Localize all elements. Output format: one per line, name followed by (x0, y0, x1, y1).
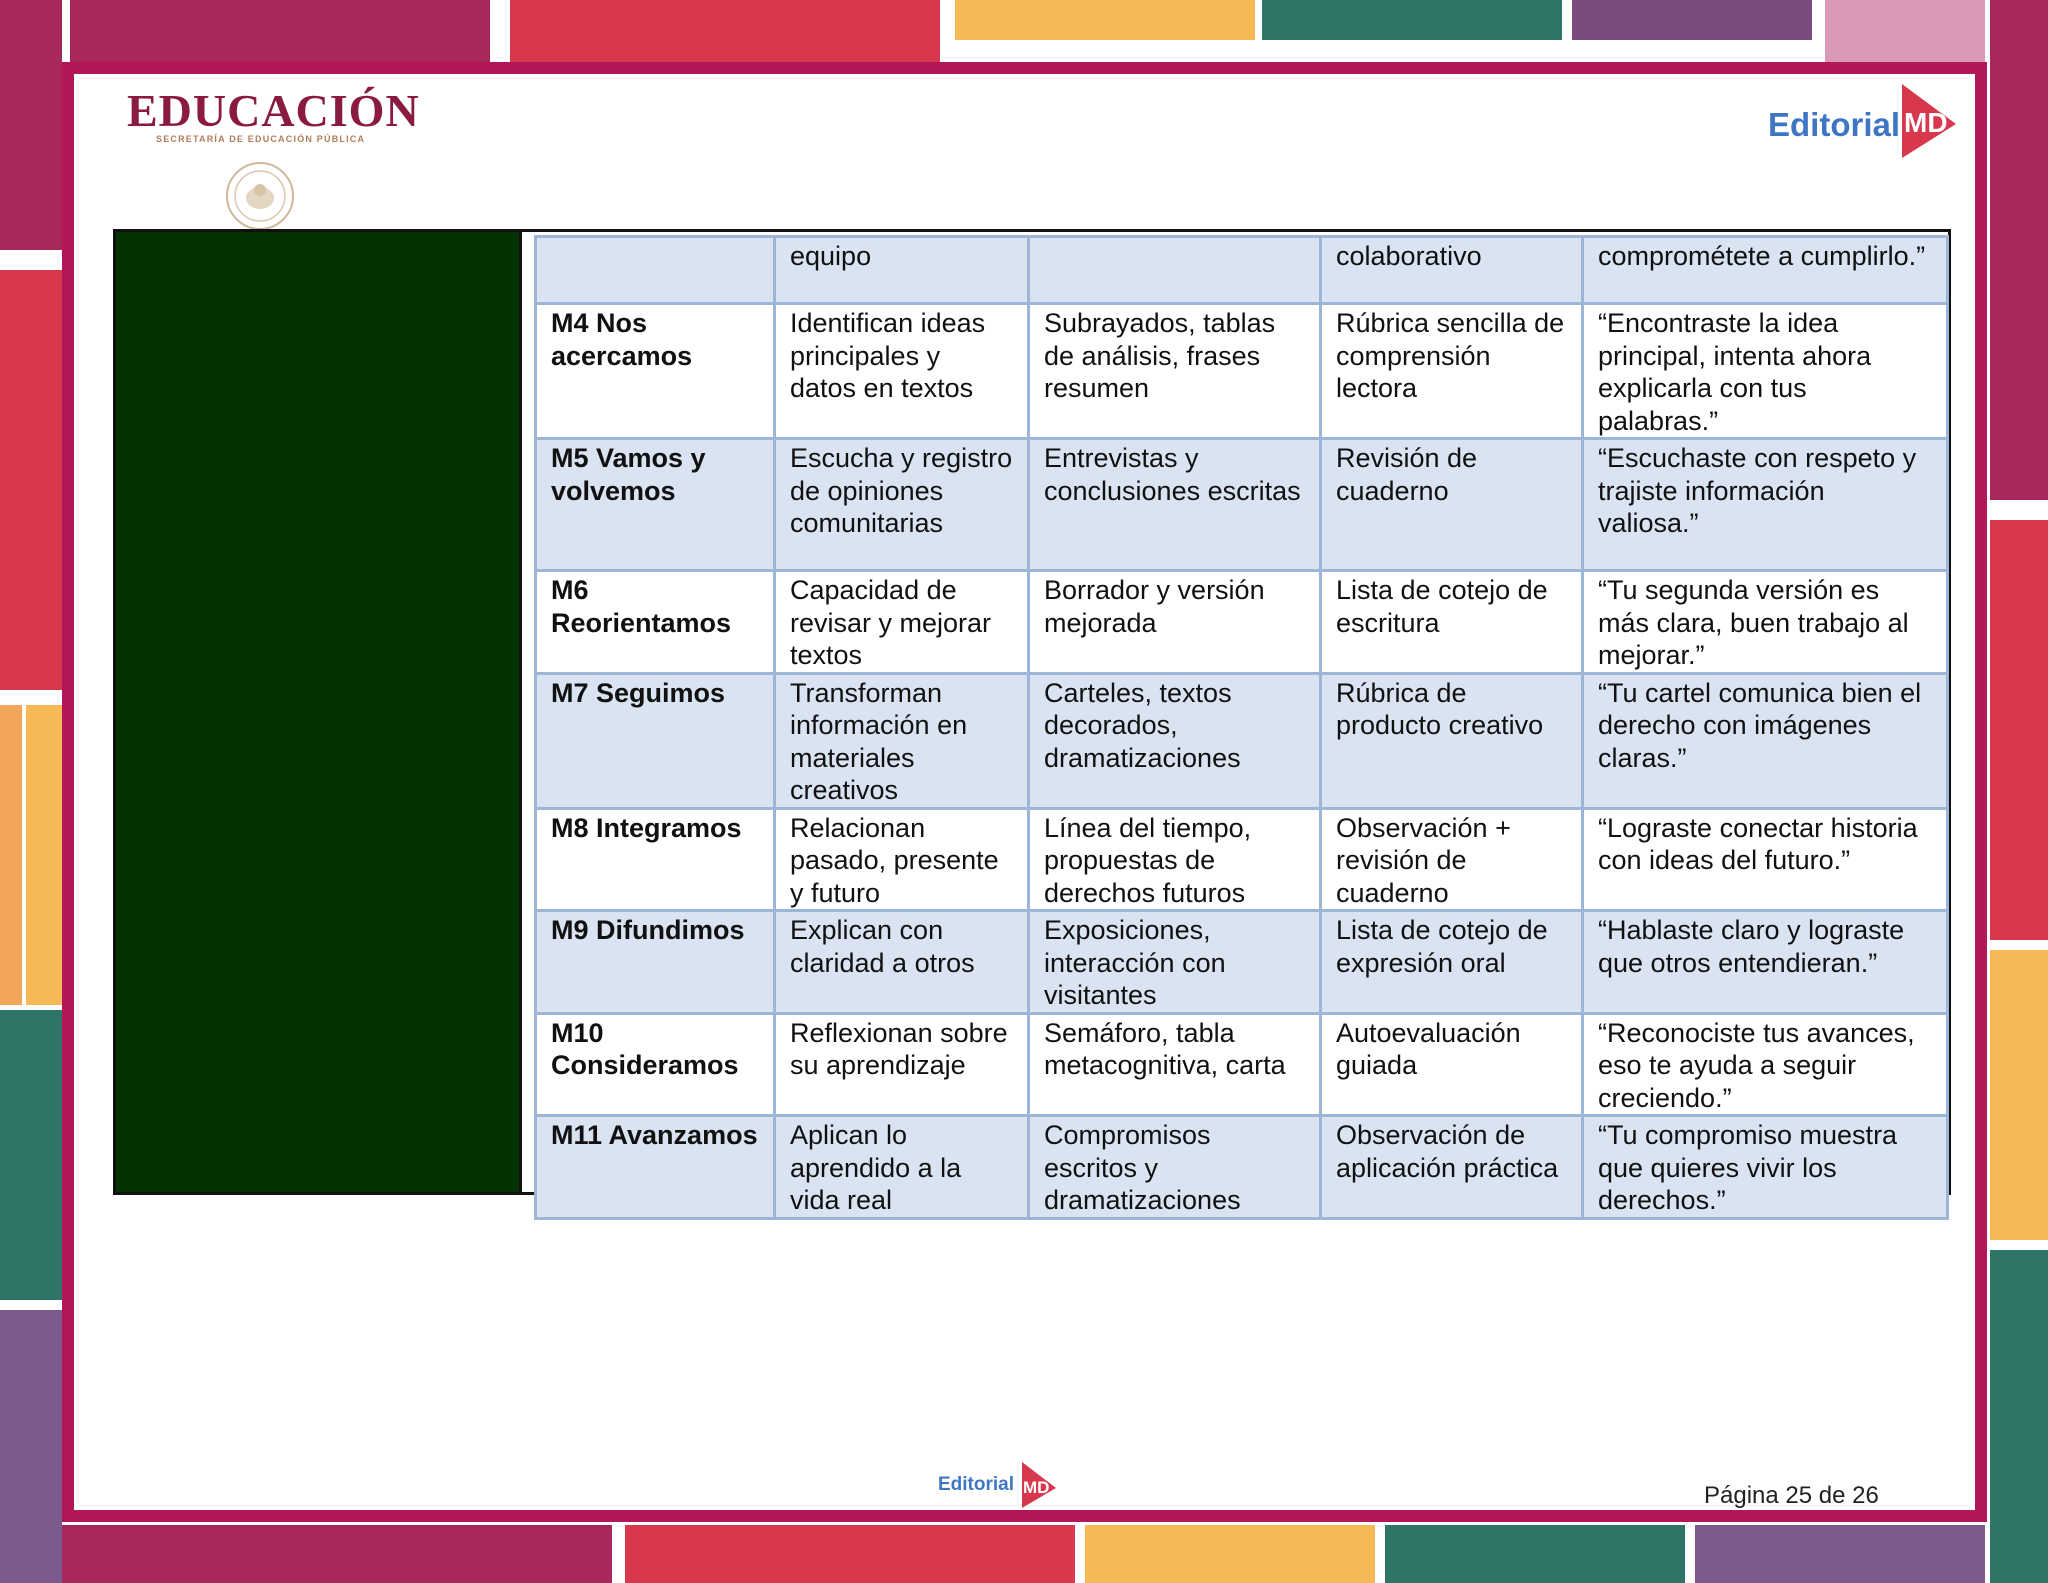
background-tile (625, 1525, 1075, 1583)
table-row (536, 237, 1948, 304)
instrument-cell: Observación de aplicación práctica (1321, 1116, 1583, 1219)
background-tile (26, 705, 62, 1005)
evidence-cell: Subrayados, tablas de análisis, frases resumen (1029, 304, 1321, 439)
editorial-md-logo (1768, 80, 1968, 160)
skill-cell: Escucha y registro de opiniones comunitarias (775, 439, 1029, 571)
moment-cell: M9 Difundimos (536, 911, 775, 1014)
table-row (536, 1116, 1948, 1219)
background-tile (70, 0, 490, 62)
moment-cell: M7 Seguimos (536, 673, 775, 808)
table-row (536, 1013, 1948, 1116)
feedback-cell: “Lograste conectar historia con ideas del futuro.” (1583, 808, 1948, 911)
background-tile (1262, 0, 1562, 40)
evidence-cell: Borrador y versión mejorada (1029, 571, 1321, 674)
skill-cell: Aplican lo aprendido a la vida real (775, 1116, 1029, 1219)
evidence-cell: Carteles, textos decorados, dramatizaciones (1029, 673, 1321, 808)
evidence-cell: Línea del tiempo, propuestas de derechos futuros (1029, 808, 1321, 911)
evidence-cell: Entrevistas y conclusiones escritas (1029, 439, 1321, 571)
footer-editorial-logo (938, 1460, 1068, 1510)
background-tile (1572, 0, 1812, 40)
background-tile (1085, 1525, 1375, 1583)
background-tile (0, 705, 22, 1005)
green-side-column (116, 232, 522, 1192)
background-tile (62, 1525, 612, 1583)
skill-cell: Capacidad de revisar y mejorar textos (775, 571, 1029, 674)
page-number: Página 25 de 26 (1704, 1482, 1879, 1509)
table-row (536, 673, 1948, 808)
feedback-cell: “Tu compromiso muestra que quieres vivir los derechos.” (1583, 1116, 1948, 1219)
feedback-cell: “Encontraste la idea principal, intenta ahora explicarla con tus palabras.” (1583, 304, 1948, 439)
moment-cell: M11 Avanzamos (536, 1116, 775, 1219)
footer-editorial-word: Editorial (938, 1474, 1015, 1495)
moment-cell: M5 Vamos y volvemos (536, 439, 775, 571)
background-tile (0, 1010, 62, 1300)
table-row (536, 911, 1948, 1014)
feedback-cell: “Tu segunda versión es más clara, buen trabajo al mejorar.” (1583, 571, 1948, 674)
moment-cell: M4 Nos acercamos (536, 304, 775, 439)
table-row (536, 439, 1948, 571)
evidence-cell: Compromisos escritos y dramatizaciones (1029, 1116, 1321, 1219)
background-tile (0, 0, 62, 250)
md-mark-text: MD (1904, 107, 1948, 138)
editorial-word: Editorial (1768, 106, 1901, 143)
table-row (536, 808, 1948, 911)
moment-cell: M10 Consideramos (536, 1013, 775, 1116)
table-row (536, 304, 1948, 439)
skill-cell: Explican con claridad a otros (775, 911, 1029, 1014)
instrument-cell: Lista de cotejo de expresión oral (1321, 911, 1583, 1014)
skill-cell: Relacionan pasado, presente y futuro (775, 808, 1029, 911)
evaluation-table (534, 235, 1949, 1220)
instrument-cell: colaborativo (1321, 237, 1583, 304)
background-tile (1990, 0, 2048, 500)
evidence-cell: Exposiciones, interacción con visitantes (1029, 911, 1321, 1014)
instrument-cell: Rúbrica sencilla de comprensión lectora (1321, 304, 1583, 439)
background-tile (0, 1310, 62, 1583)
background-tile (1990, 520, 2048, 940)
feedback-cell: “Escuchaste con respeto y trajiste información valiosa.” (1583, 439, 1948, 571)
skill-cell: Identifican ideas principales y datos en textos (775, 304, 1029, 439)
feedback-cell: “Hablaste claro y lograste que otros entendieran.” (1583, 911, 1948, 1014)
instrument-cell: Revisión de cuaderno (1321, 439, 1583, 571)
background-tile (1990, 950, 2048, 1240)
skill-cell: Transforman información en materiales creativos (775, 673, 1029, 808)
background-tile (510, 0, 940, 62)
skill-cell: equipo (775, 237, 1029, 304)
background-tile (1990, 1250, 2048, 1583)
background-tile (1385, 1525, 1685, 1583)
evidence-cell: Semáforo, tabla metacognitiva, carta (1029, 1013, 1321, 1116)
educacion-logo: EDUCACIÓN (127, 85, 420, 136)
background-tile (1825, 0, 1985, 62)
footer-md-mark-icon (1016, 1460, 1060, 1510)
evaluation-table-container (113, 229, 1951, 1215)
moment-cell: M8 Integramos (536, 808, 775, 911)
evidence-cell (1029, 237, 1321, 304)
educacion-logo-subtitle: SECRETARÍA DE EDUCACIÓN PÚBLICA (156, 134, 366, 144)
md-mark-icon (1892, 80, 1962, 160)
feedback-cell: “Tu cartel comunica bien el derecho con imágenes claras.” (1583, 673, 1948, 808)
background-tile (955, 0, 1255, 40)
instrument-cell: Lista de cotejo de escritura (1321, 571, 1583, 674)
feedback-cell: comprométete a cumplirlo.” (1583, 237, 1948, 304)
instrument-cell: Autoevaluación guiada (1321, 1013, 1583, 1116)
instrument-cell: Observación + revisión de cuaderno (1321, 808, 1583, 911)
feedback-cell: “Reconociste tus avances, eso te ayuda a seguir creciendo.” (1583, 1013, 1948, 1116)
background-tile (0, 270, 62, 690)
background-tile (1695, 1525, 1985, 1583)
table-row (536, 571, 1948, 674)
footer-md-mark-text: MD (1023, 1478, 1050, 1497)
skill-cell: Reflexionan sobre su aprendizaje (775, 1013, 1029, 1116)
moment-cell (536, 237, 775, 304)
national-seal-icon (224, 160, 296, 232)
instrument-cell: Rúbrica de producto creativo (1321, 673, 1583, 808)
moment-cell: M6 Reorientamos (536, 571, 775, 674)
